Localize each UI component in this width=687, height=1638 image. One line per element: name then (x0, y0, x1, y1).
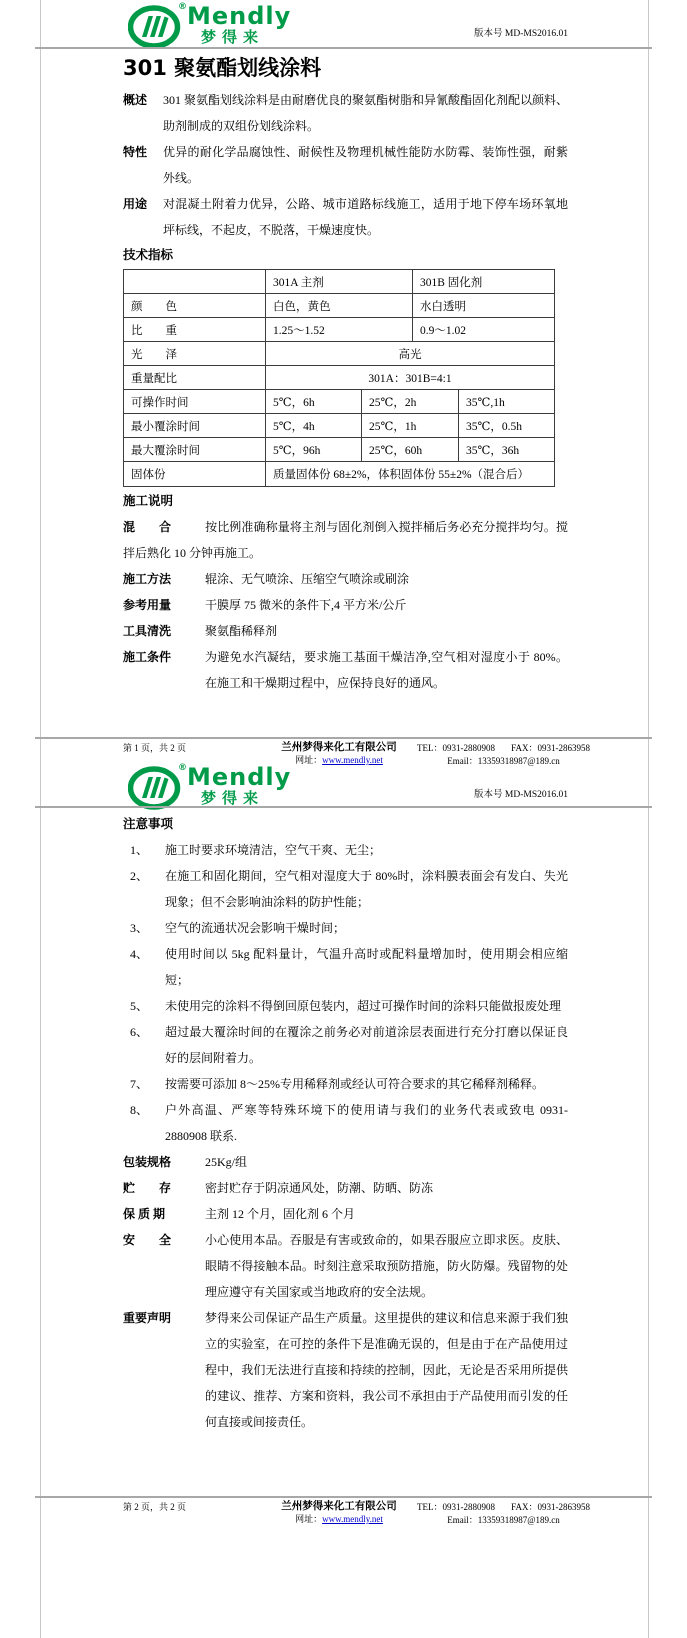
footer-divider (35, 737, 652, 739)
table-cell-merged: 高光 (398, 348, 422, 361)
section-overview (123, 87, 568, 139)
fax: FAX：0931-2863958 (511, 743, 590, 753)
construction-label: 施工条件 (123, 650, 172, 664)
brand-name: Mendly (187, 2, 292, 30)
email: Email：13359318987@189.cn (447, 1515, 560, 1525)
note-text: 未使用完的涂料不得倒回原包装内，超过可操作时间的涂料只能做报废处理 (165, 999, 562, 1013)
footer-contact-block (415, 1500, 592, 1527)
brand-wordmark (187, 764, 291, 807)
spec-text: 主剂 12 个月，固化剂 6 个月 (205, 1207, 356, 1221)
footer-company-block (263, 1500, 415, 1526)
construction-text: 按比例准确称量将主剂与固化剂倒入搅拌桶后务必充分搅拌均匀。搅拌后熟化 10 分钟再施工。 (123, 520, 568, 560)
website-line (263, 1513, 415, 1526)
table-cell-label: 光 泽 (124, 342, 266, 365)
spec-text: 25Kg/组 (205, 1155, 248, 1169)
table-cell-label: 可操作时间 (124, 390, 266, 413)
table-row-ratio (124, 366, 554, 390)
note-item (123, 993, 568, 1019)
note-text: 超过最大覆涂时间的在覆涂之前务必对前道涂层表面进行充分打磨以保证良好的层间附着力。 (165, 1025, 568, 1065)
table-cell-label: 重量配比 (124, 366, 266, 389)
note-item (123, 941, 568, 993)
brand-name: Mendly (187, 763, 292, 791)
registered-mark: ® (178, 2, 187, 12)
version-label: 版本号 MD-MS2016.01 (474, 29, 568, 39)
table-cell: 35℃，0.5h (466, 420, 522, 433)
brand-wordmark (187, 3, 291, 46)
table-row-min-recoat (124, 414, 554, 438)
page-number: 第 2 页，共 2 页 (123, 1502, 187, 1512)
website-label: 网址： (295, 755, 323, 765)
note-item (123, 915, 568, 941)
note-number: 1、 (130, 843, 149, 857)
note-text: 在施工和固化期间，空气相对湿度大于 80%时，涂料膜表面会有发白、失光现象；但不会影响油涂料的防护性能； (165, 869, 568, 909)
table-row-pot-life (124, 390, 554, 414)
company-name: 兰州梦得来化工有限公司 (281, 1501, 397, 1512)
version-label: 版本号 MD-MS2016.01 (474, 790, 568, 800)
construction-label: 工具清洗 (123, 624, 172, 638)
note-item (123, 863, 568, 915)
table-cell: 25℃，2h (362, 390, 459, 413)
spec-label: 安 全 (123, 1233, 172, 1247)
table-cell-label: 固体份 (124, 462, 266, 486)
note-text: 户外高温、严寒等特殊环境下的使用请与我们的业务代表或致电 0931-2880908 联系. (165, 1103, 568, 1143)
construction-text: 辊涂、无气喷涂、压缩空气喷涂或刷涂 (205, 572, 410, 586)
spec-packaging (123, 1149, 568, 1175)
table-cell: 0.9～1.02 (420, 324, 466, 337)
page2-content (123, 812, 568, 1435)
table-cell-label: 最小覆涂时间 (124, 414, 266, 437)
section-text: 301 聚氨酯划线涂料是由耐磨优良的聚氨酯树脂和异氰酸酯固化剂配以颜料、助剂制成的双组份划线涂料。 (163, 93, 569, 133)
spec-label: 重要声明 (123, 1311, 172, 1325)
section-features (123, 139, 568, 191)
note-text: 按需要可添加 8～25%专用稀释剂或经认可符合要求的其它稀释剂稀释。 (165, 1077, 544, 1091)
footer-divider (35, 1496, 652, 1498)
spec-storage (123, 1175, 568, 1201)
website-link[interactable]: www.mendly.net (322, 1514, 383, 1524)
note-number: 3、 (130, 921, 149, 935)
note-number: 8、 (130, 1103, 149, 1117)
table-cell: 25℃，60h (362, 438, 459, 461)
spec-text: 小心使用本品。吞服是有害或致命的，如果吞服应立即求医。皮肤、眼睛不得接触本品。时刻注意采取预防措施，防火防爆。残留物的处理应遵守有关国家或当地政府的安全法规。 (205, 1233, 568, 1299)
table-row-header (124, 270, 554, 294)
spec-text: 密封贮存于阴凉通风处，防潮、防晒、防冻 (205, 1181, 434, 1195)
notes-title: 注意事项 (123, 817, 174, 831)
tel: TEL：0931-2880908 (417, 743, 495, 753)
table-cell-merged: 301A：301B=4:1 (368, 372, 452, 385)
construction-mixing (123, 514, 568, 566)
mendly-logo (128, 3, 291, 49)
table-cell: 5℃，4h (266, 414, 362, 437)
construction-conditions (123, 644, 568, 696)
spec-label: 保 质 期 (123, 1207, 166, 1221)
tel-fax-line (415, 741, 592, 755)
section-text: 对混凝土附着力优异，公路、城市道路标线施工，适用于地下停车场环氧地坪标线，不起皮，不脱落，干燥速度快。 (163, 197, 568, 237)
construction-title: 施工说明 (123, 494, 174, 508)
table-cell-label: 比 重 (124, 318, 266, 341)
table-cell (124, 270, 266, 293)
note-number: 5、 (130, 999, 149, 1013)
section-usage (123, 191, 568, 243)
table-cell-label: 颜 色 (124, 294, 266, 317)
table-row-max-recoat (124, 438, 554, 462)
table-cell-301b: 301B 固化剂 (420, 276, 483, 289)
table-cell: 1.25～1.52 (266, 318, 413, 341)
note-text: 空气的流通状况会影响干燥时间； (165, 921, 346, 935)
website-label: 网址： (295, 1514, 323, 1524)
table-cell: 白色，黄色 (266, 294, 413, 317)
section-label: 特性 (123, 145, 148, 159)
company-name: 兰州梦得来化工有限公司 (281, 742, 397, 753)
construction-method (123, 566, 568, 592)
table-cell: 35℃,1h (466, 396, 505, 409)
mendly-ellipse-m-icon (128, 763, 187, 810)
note-text: 施工时要求环境清洁，空气干爽、无尘； (165, 843, 382, 857)
table-cell-301a: 301A 主剂 (266, 270, 413, 293)
spec-safety (123, 1227, 568, 1305)
table-cell: 35℃，36h (466, 444, 520, 457)
spec-shelf-life (123, 1201, 568, 1227)
tech-table-title: 技术指标 (123, 248, 174, 262)
page1-content (123, 49, 568, 696)
note-item (123, 1071, 568, 1097)
email: Email：13359318987@189.cn (447, 756, 560, 766)
note-number: 2、 (130, 869, 149, 883)
mendly-logo (128, 764, 291, 810)
website-link[interactable]: www.mendly.net (322, 755, 383, 765)
construction-text: 干膜厚 75 微米的条件下,4 平方米/公斤 (205, 598, 407, 612)
tel-fax-line (415, 1500, 592, 1514)
note-number: 7、 (130, 1077, 149, 1091)
construction-text: 聚氨酯稀释剂 (205, 624, 278, 638)
brand-name-cn: 梦得来 (201, 28, 265, 46)
table-row-gravity (124, 318, 554, 342)
table-cell: 5℃，96h (266, 438, 362, 461)
table-row-gloss (124, 342, 554, 366)
mendly-ellipse-m-icon (128, 2, 187, 49)
note-number: 4、 (130, 947, 149, 961)
fax: FAX：0931-2863958 (511, 1502, 590, 1512)
table-cell: 25℃，1h (362, 414, 459, 437)
tel: TEL：0931-2880908 (417, 1502, 495, 1512)
section-label: 概述 (123, 93, 148, 107)
registered-mark: ® (178, 763, 187, 773)
note-number: 6、 (130, 1025, 149, 1039)
section-label: 用途 (123, 197, 148, 211)
tech-table (123, 269, 555, 487)
note-text: 使用时间以 5kg 配料量计，气温升高时或配料量增加时，使用期会相应缩短； (165, 947, 568, 987)
spec-disclaimer (123, 1305, 568, 1435)
spec-text: 梦得来公司保证产品生产质量。这里提供的建议和信息来源于我们独立的实验室，在可控的条件下是准确无误的，但是由于在产品使用过程中，我们无法进行直接和持续的控制，因此，无论是否采用所提供的建议、推荐、方案和资料，我公司不承担由于产品使用而引发的任何直接或间接责任。 (205, 1311, 568, 1429)
note-item (123, 1097, 568, 1149)
header-divider (35, 806, 652, 808)
table-cell-label: 最大覆涂时间 (124, 438, 266, 461)
section-text: 优异的耐化学品腐蚀性、耐候性及物理机械性能防水防霉、装饰性强，耐紫外线。 (163, 145, 568, 185)
page-title: 301 聚氨酯划线涂料 (123, 56, 322, 80)
page-number: 第 1 页，共 2 页 (123, 743, 187, 753)
construction-label: 参考用量 (123, 598, 172, 612)
table-row-solids (124, 462, 554, 486)
construction-cleaning (123, 618, 568, 644)
spec-label: 包装规格 (123, 1155, 172, 1169)
construction-label: 混 合 (123, 520, 172, 534)
construction-text: 为避免水汽凝结，要求施工基面干燥洁净,空气相对湿度小于 80%。在施工和干燥期过程中，应保持良好的通风。 (205, 650, 568, 690)
spec-label: 贮 存 (123, 1181, 172, 1195)
table-cell: 5℃，6h (266, 390, 362, 413)
table-cell-merged: 质量固体份 68±2%，体积固体份 55±2%（混合后） (273, 469, 530, 481)
brand-name-cn: 梦得来 (201, 789, 265, 807)
construction-label: 施工方法 (123, 572, 172, 586)
note-item (123, 1019, 568, 1071)
footer-contact-block (415, 741, 592, 768)
table-row-color (124, 294, 554, 318)
page2-footer (123, 1500, 592, 1527)
note-item (123, 837, 568, 863)
table-cell: 水白透明 (420, 300, 466, 313)
construction-coverage (123, 592, 568, 618)
